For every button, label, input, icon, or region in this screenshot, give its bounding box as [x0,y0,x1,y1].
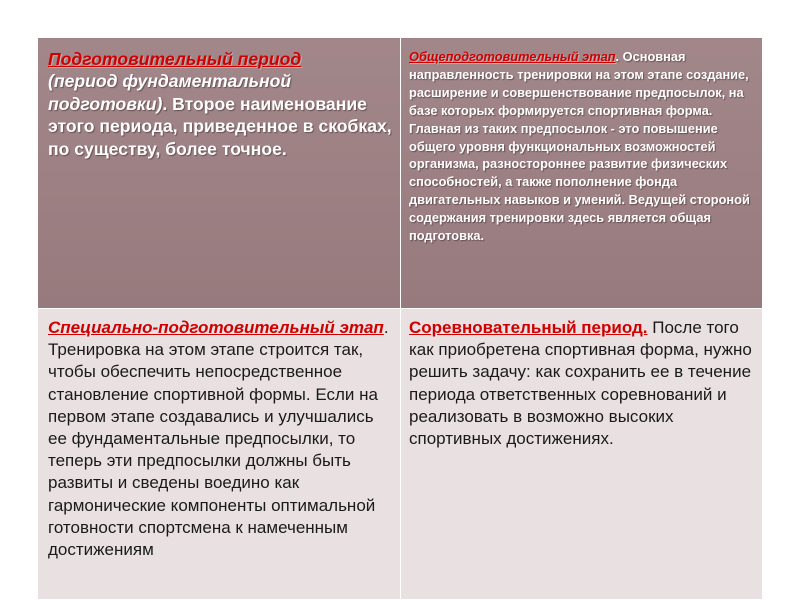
preparatory-period-subtitle: (период фундаментальной подготовки) [48,71,292,114]
preparatory-period-text: . Второе наименование этого периода, приведенное в скобках, по существу, более точное. [48,93,392,159]
cell-general-preparatory-stage [401,38,763,309]
general-preparatory-stage-text: . Основная направленность тренировки на этом этапе создание, расширение и совершенствование предпосылок, на базе которых формируется спортивная форма. Главная из таких предпосылок - это повышение общего уровня функциональных возможностей организма, разностороннее развитие физических способностей, а также пополнение фонда двигательных навыков и умений. Ведущей стороной содержания тренировки здесь является общая подготовка. [409,49,750,244]
general-preparatory-stage-title: Общеподготовительный этап [409,49,616,64]
competitive-period-title: Соревновательный период. [409,318,648,337]
cell-preparatory-period [38,38,401,309]
preparatory-period-title: Подготовительный период (период фундаментальной подготовки) [48,49,302,114]
table-row [38,38,763,309]
cell-special-preparatory-stage [38,309,401,600]
table-row [38,309,763,600]
special-preparatory-stage-title: Специально-подготовительный этап [48,318,384,337]
special-preparatory-stage-text: . Тренировка на этом этапе строится так, чтобы обеспечить непосредственное становление спортивной формы. Если на первом этапе создавались и улучшались ее фундаментальные предпосылки, то теперь эти предпосылки должны быть развиты и сведены воедино как гармонические компоненты оптимальной готовности спортсмена к намеченным достижениям [48,318,389,560]
periods-table [37,37,763,600]
cell-competitive-period [401,309,763,600]
competitive-period-text: После того как приобретена спортивная форма, нужно решить задачу: как сохранить ее в течение периода ответственных соревнований и реализовать в возможно высоких спортивных достижениях. [409,318,752,449]
